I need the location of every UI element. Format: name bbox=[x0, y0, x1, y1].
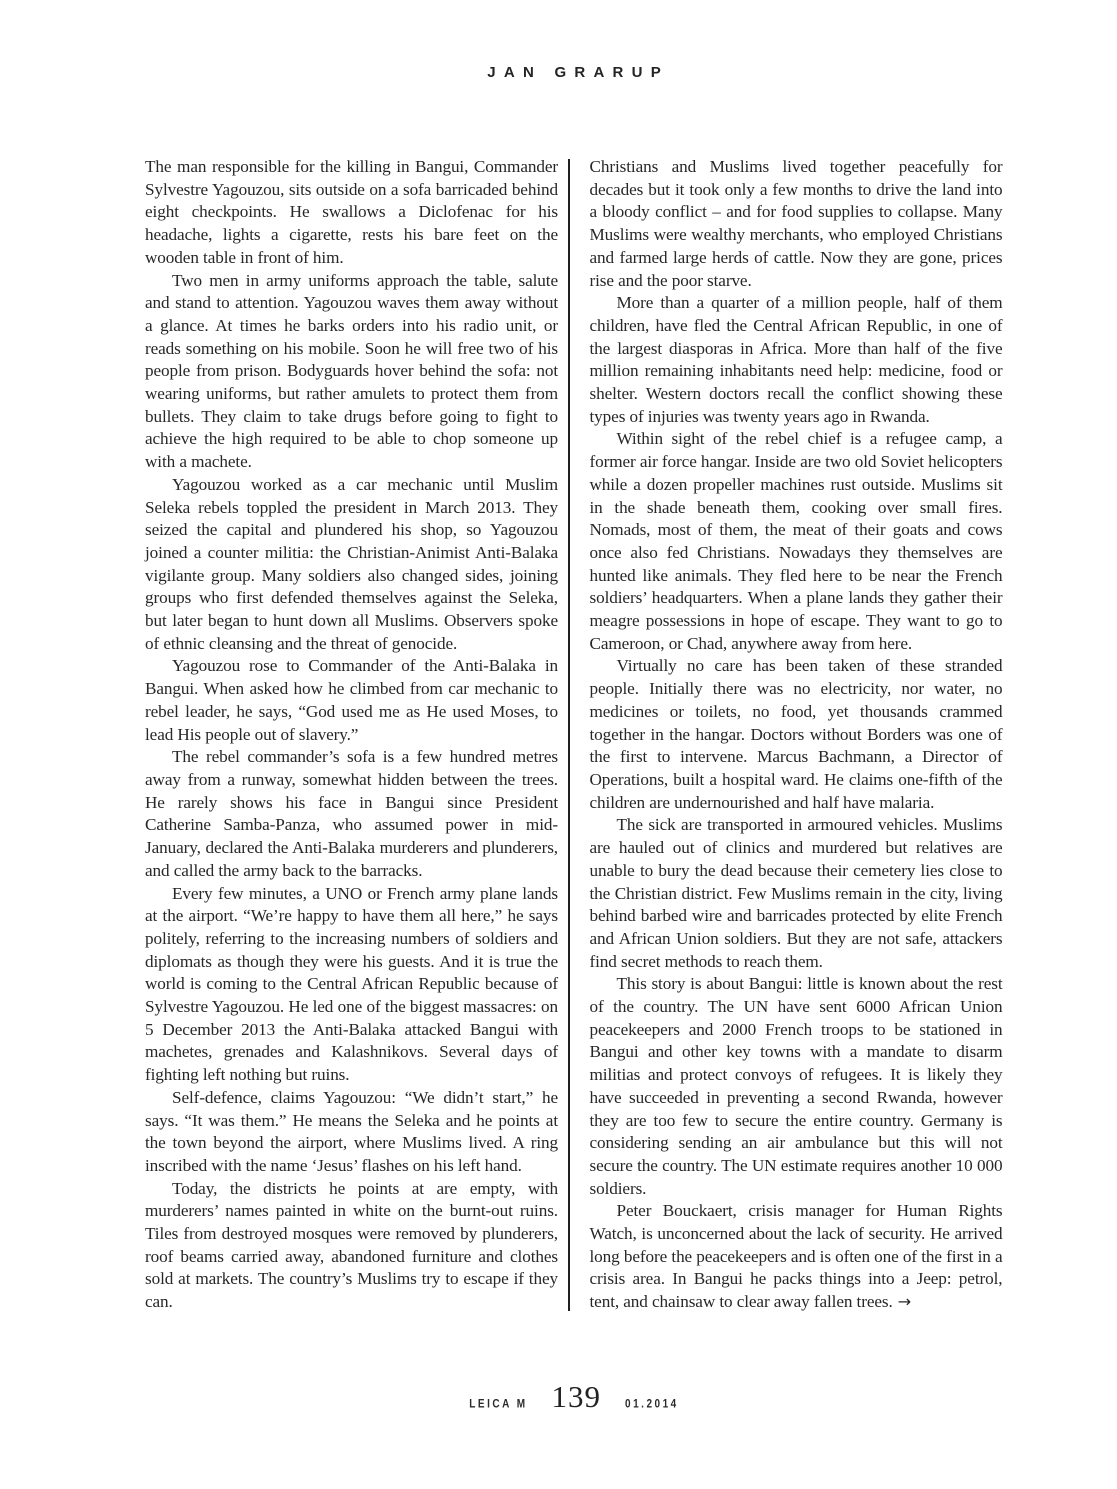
paragraph: The sick are transported in armoured vehicles. Muslims are hauled out of clinics and murdered but relatives are unable to bury the dead because their cemetery lies close to the Christian district. Few Muslims remain in the city, living behind barbed wire and barricades protected by elite French and African Union soldiers. But they are not safe, attackers find secret methods to reach them. bbox=[589, 815, 1003, 971]
paragraph: Christians and Muslims lived together peacefully for decades but it took only a few months to drive the land into a bloody conflict – and for food supplies to collapse. Many Muslims were wealthy merchants, who employed Christians and farmed large herds of cattle. Now they are gone, prices rise and the poor starve. bbox=[589, 157, 1003, 290]
paragraph: More than a quarter of a million people, half of them children, have fled the Central African Republic, in one of the largest diasporas in Africa. More than half of the five million remaining inhabitants need help: medicine, food or shelter. Western doctors recall the conflict showing these types of injuries was twenty years ago in Rwanda. bbox=[589, 293, 1003, 426]
paragraph: Peter Bouckaert, crisis manager for Human Rights Watch, is unconcerned about the lack of security. He arrived long before the peacekeepers and is often one of the first in a crisis area. In Bangui he packs things into a Jeep: petrol, tent, and chainsaw to clear away fallen trees. → bbox=[589, 1201, 1003, 1312]
paragraph: Today, the districts he points at are empty, with murderers’ names painted in white on the burnt-out ruins. Tiles from destroyed mosques were removed by plunderers, roof beams carried away, abandoned furniture and clothes sold at markets. The country’s Muslims try to escape if they can. bbox=[145, 1178, 558, 1312]
paragraph: The rebel commander’s sofa is a few hundred metres away from a runway, somewhat hidden between the trees. He rarely shows his face in Bangui since President Catherine Samba-Panza, who assumed power in mid-January, declared the Anti-Balaka murderers and plunderers, and called the army back to the barracks. bbox=[145, 747, 558, 880]
paragraph: Virtually no care has been taken of these stranded people. Initially there was no electricity, nor water, no medicines or toilets, no food, yet thousands crammed together in the hangar. Doctors without Borders was one of the first to intervene. Marcus Bachmann, a Director of Operations, built a hospital ward. He claims one-fifth of the children are undernourished and half have malaria. bbox=[589, 656, 1003, 812]
footer-edition-label: LEICA M bbox=[469, 1398, 528, 1411]
page-header-author: JAN GRARUP bbox=[487, 64, 669, 81]
paragraph: Yagouzou worked as a car mechanic until Muslim Seleka rebels toppled the president in March 2013. They seized the capital and plundered his shop, so Yagouzou joined a counter militia: the Christian-Animist Anti-Balaka vigilante group. Many soldiers also changed sides, joining groups who first defended themselves against the Seleka, but later began to hunt down all Muslims. Observers spoke of ethnic cleansing and the threat of genocide. bbox=[145, 474, 558, 653]
paragraph: Self-defence, claims Yagouzou: “We didn’t start,” he says. “It was them.” He means the Seleka and he points at the town beyond the airport, where Muslims lived. A ring inscribed with the name ‘Jesus’ flashes on his left hand. bbox=[145, 1087, 558, 1175]
paragraph: Every few minutes, a UNO or French army plane lands at the airport. “We’re happy to have them all here,” he says politely, referring to the increasing numbers of soldiers and diplomats as though they were his guests. And it is true the world is coming to the Central African Republic because of Sylvestre Yagouzou. He led one of the biggest massacres: on 5 December 2013 the Anti-Balaka attacked Bangui with machetes, grenades and Kalashnikovs. Several days of fighting left nothing but ruins. bbox=[145, 883, 558, 1085]
text-column-right bbox=[590, 156, 1003, 1314]
paragraph: The man responsible for the killing in Bangui, Commander Sylvestre Yagouzou, sits outside on a sofa barricaded behind eight checkpoints. He swallows a Diclofenac for his headache, lights a cigarette, rests his bare feet on the wooden table in front of him. bbox=[145, 157, 558, 267]
footer-page-number: 139 bbox=[551, 1379, 602, 1414]
paragraph: Two men in army uniforms approach the table, salute and stand to attention. Yagouzou waves them away without a glance. At times he barks orders into his radio unit, or reads something on his mobile. Soon he will free two of his people from prison. Bodyguards hover behind the sofa: not wearing uniforms, but rather amulets to protect them from bullets. They claim to take drugs before going to fight to achieve the high required to be able to chop someone up with a machete. bbox=[145, 270, 558, 472]
footer-issue-date: 01.2014 bbox=[625, 1398, 679, 1411]
continuation-arrow-icon: → bbox=[892, 1292, 912, 1312]
article-body bbox=[145, 156, 1003, 1314]
paragraph: Yagouzou rose to Commander of the Anti-Balaka in Bangui. When asked how he climbed from car mechanic to rebel leader, he says, “God used me as He used Moses, to lead His people out of slavery.” bbox=[145, 656, 558, 744]
page-footer bbox=[145, 1381, 1003, 1412]
paragraph: Within sight of the rebel chief is a refugee camp, a former air force hangar. Inside are two old Soviet helicopters while a dozen propeller machines rust outside. Muslims sit in the shade beneath them, cooking over small fires. Nomads, most of them, the meat of their goats and cows once also fed Christians. Nowadays they themselves are hunted like animals. They fled here to be near the French soldiers’ headquarters. When a plane lands they gather their meagre possessions in hope of escape. They want to go to Cameroon, or Chad, anywhere away from here. bbox=[589, 429, 1003, 653]
column-divider-rule bbox=[568, 159, 570, 1311]
paragraph: This story is about Bangui: little is known about the rest of the country. The UN have sent 6000 African Union peacekeepers and 2000 French troops to be stationed in Bangui and other key towns with a mandate to disarm militias and protect convoys of refugees. It is likely they have succeeded in preventing a second Rwanda, however they are too few to secure the entire country. Germany is considering sending an air ambulance but this will not secure the country. The UN estimate requires another 10 000 soldiers. bbox=[589, 974, 1003, 1198]
text-column-left bbox=[145, 156, 558, 1314]
